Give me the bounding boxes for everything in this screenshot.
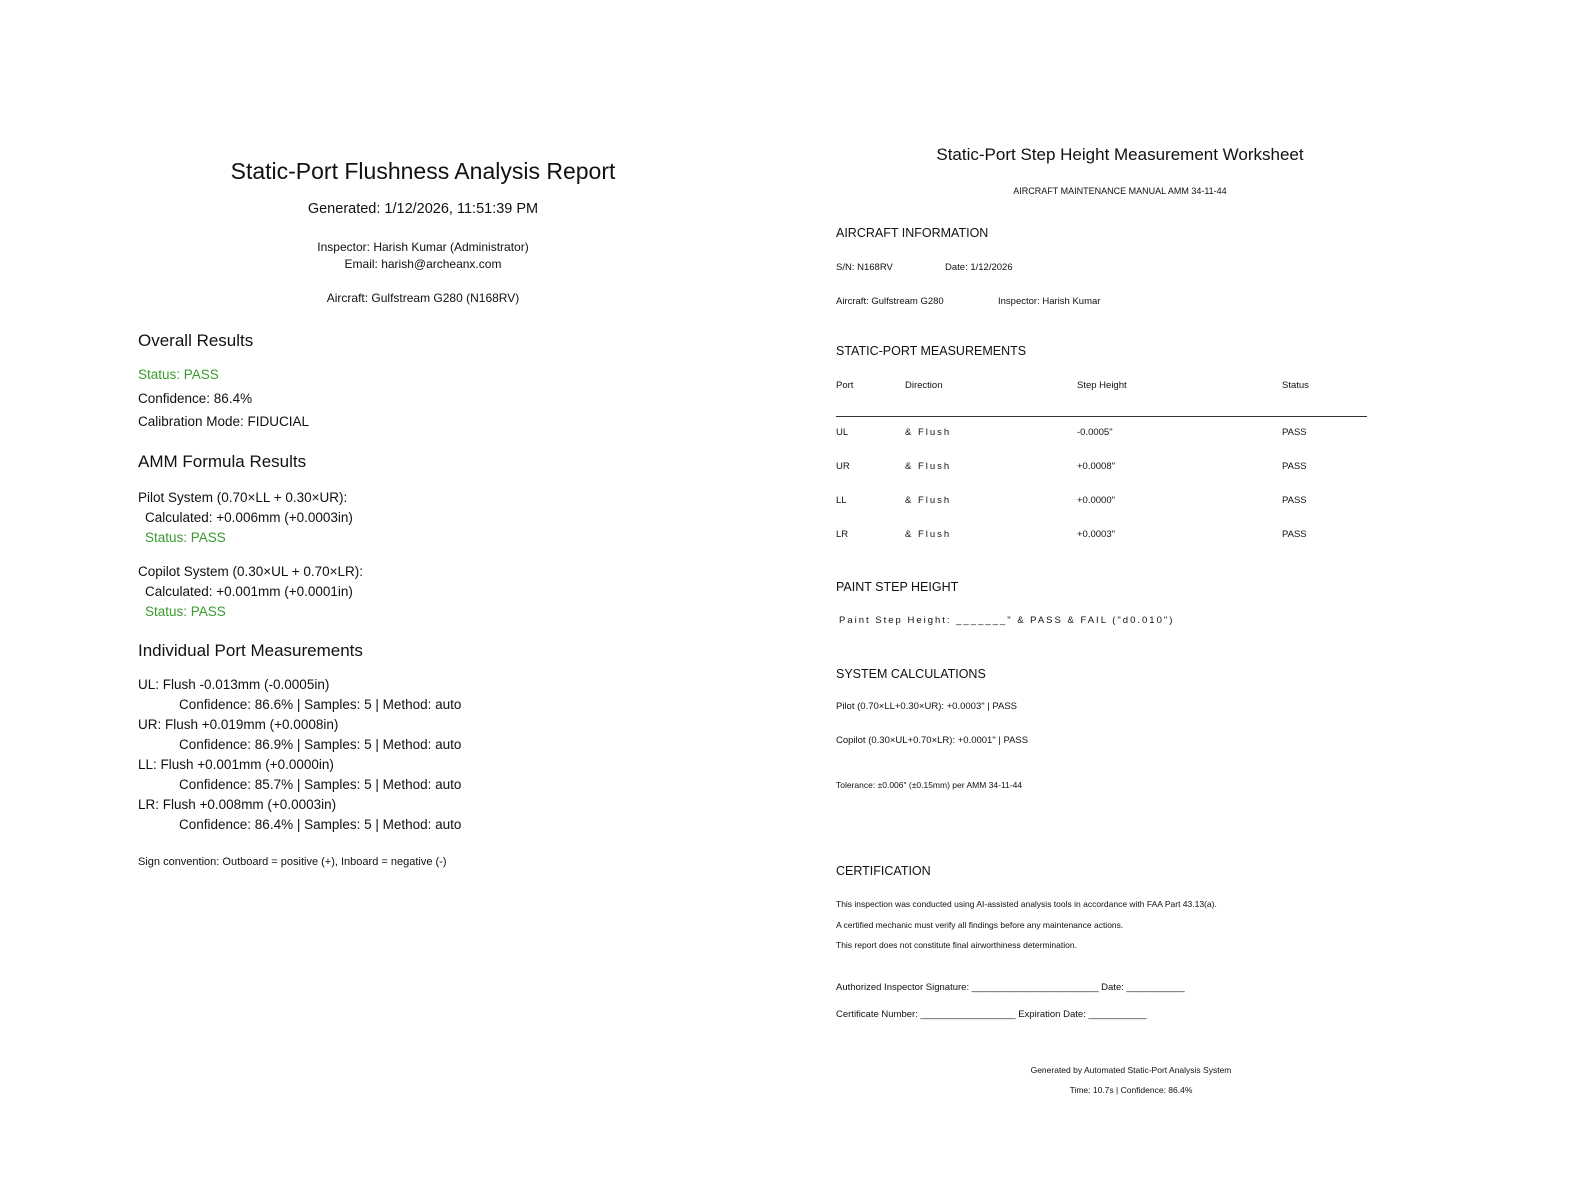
cell-status: PASS [1282, 427, 1307, 438]
paint-step-heading: PAINT STEP HEIGHT [836, 580, 959, 594]
certification-line: This report does not constitute final airworthiness determination. [836, 940, 1077, 950]
cell-status: PASS [1282, 529, 1307, 540]
copilot-system-label: Copilot System (0.30×UL + 0.70×LR): [138, 564, 363, 579]
table-header-divider [836, 416, 1367, 417]
column-header-port: Port [836, 380, 854, 391]
worksheet-inspector: Inspector: Harish Kumar [998, 296, 1101, 307]
cell-step-height: -0.0005" [1077, 427, 1113, 438]
certification-line: A certified mechanic must verify all findings before any maintenance actions. [836, 920, 1124, 930]
cell-port: LL [836, 495, 847, 506]
worksheet-subtitle: AIRCRAFT MAINTENANCE MANUAL AMM 34-11-44 [1013, 186, 1227, 196]
copilot-calculation: Copilot (0.30×UL+0.70×LR): +0.0001" | PASS [836, 735, 1029, 746]
port-measurement-detail: Confidence: 85.7% | Samples: 5 | Method: auto [179, 777, 462, 792]
worksheet-title: Static-Port Step Height Measurement Worksheet [936, 145, 1304, 164]
worksheet-aircraft: Aircraft: Gulfstream G280 [836, 296, 944, 307]
overall-status: Status: PASS [138, 367, 219, 382]
report-title: Static-Port Flushness Analysis Report [230, 158, 616, 184]
cell-port: LR [836, 529, 849, 540]
pilot-system-calculated: Calculated: +0.006mm (+0.0003in) [145, 510, 353, 525]
cell-direction: & Flush [905, 427, 952, 438]
port-measurement-line: LL: Flush +0.001mm (+0.0000in) [138, 757, 334, 772]
port-measurement-line: UL: Flush -0.013mm (-0.0005in) [138, 677, 330, 692]
port-measurement-detail: Confidence: 86.4% | Samples: 5 | Method: auto [179, 817, 462, 832]
paint-step-line: Paint Step Height: _______" & PASS & FAIL ("d0.010") [839, 615, 1175, 626]
footer-generated-by: Generated by Automated Static-Port Analysis System [1030, 1065, 1232, 1075]
cell-status: PASS [1282, 461, 1307, 472]
port-measurement-line: LR: Flush +0.008mm (+0.0003in) [138, 797, 337, 812]
copilot-system-calculated: Calculated: +0.001mm (+0.0001in) [145, 584, 353, 599]
calibration-mode: Calibration Mode: FIDUCIAL [138, 414, 310, 429]
signature-line: Authorized Inspector Signature: ________________________ Date: ___________ [836, 982, 1185, 993]
sign-convention-note: Sign convention: Outboard = positive (+), Inboard = negative (-) [138, 856, 447, 868]
tolerance-note: Tolerance: ±0.006" (±0.15mm) per AMM 34-11-44 [836, 780, 1023, 790]
pilot-system-label: Pilot System (0.70×LL + 0.30×UR): [138, 490, 348, 505]
overall-confidence: Confidence: 86.4% [138, 391, 253, 406]
cell-direction: & Flush [905, 461, 952, 472]
cell-step-height: +0.0000" [1077, 495, 1115, 506]
certificate-number-line: Certificate Number: __________________ Expiration Date: ___________ [836, 1009, 1147, 1020]
report-inspector: Inspector: Harish Kumar (Administrator) [317, 240, 529, 254]
cell-direction: & Flush [905, 529, 952, 540]
copilot-system-status: Status: PASS [145, 604, 226, 619]
pilot-system-status: Status: PASS [145, 530, 226, 545]
cell-step-height: +0.0003" [1077, 529, 1115, 540]
amm-results-heading: AMM Formula Results [138, 452, 307, 471]
cell-step-height: +0.0008" [1077, 461, 1115, 472]
column-header-status: Status [1282, 380, 1309, 391]
serial-number: S/N: N168RV [836, 262, 893, 273]
certification-line: This inspection was conducted using AI-assisted analysis tools in accordance with FAA Part 43.13(a). [836, 899, 1217, 909]
column-header-step-height: Step Height [1077, 380, 1127, 391]
column-header-direction: Direction [905, 380, 943, 391]
aircraft-info-heading: AIRCRAFT INFORMATION [836, 226, 989, 240]
overall-results-heading: Overall Results [138, 331, 254, 350]
report-email: Email: harish@archeanx.com [344, 257, 502, 271]
report-generated-timestamp: Generated: 1/12/2026, 11:51:39 PM [307, 201, 539, 217]
certification-heading: CERTIFICATION [836, 864, 931, 878]
system-calculations-heading: SYSTEM CALCULATIONS [836, 667, 986, 681]
footer-time-confidence: Time: 10.7s | Confidence: 86.4% [1069, 1085, 1193, 1095]
port-measurement-detail: Confidence: 86.9% | Samples: 5 | Method: auto [179, 737, 462, 752]
port-measurements-heading: Individual Port Measurements [138, 641, 363, 660]
cell-port: UL [836, 427, 849, 438]
measurements-heading: STATIC-PORT MEASUREMENTS [836, 344, 1027, 358]
cell-status: PASS [1282, 495, 1307, 506]
port-measurement-detail: Confidence: 86.6% | Samples: 5 | Method: auto [179, 697, 462, 712]
pilot-calculation: Pilot (0.70×LL+0.30×UR): +0.0003" | PASS [836, 701, 1018, 712]
worksheet-date: Date: 1/12/2026 [945, 262, 1013, 273]
port-measurement-line: UR: Flush +0.019mm (+0.0008in) [138, 717, 339, 732]
report-aircraft: Aircraft: Gulfstream G280 (N168RV) [326, 291, 520, 305]
cell-direction: & Flush [905, 495, 952, 506]
cell-port: UR [836, 461, 850, 472]
